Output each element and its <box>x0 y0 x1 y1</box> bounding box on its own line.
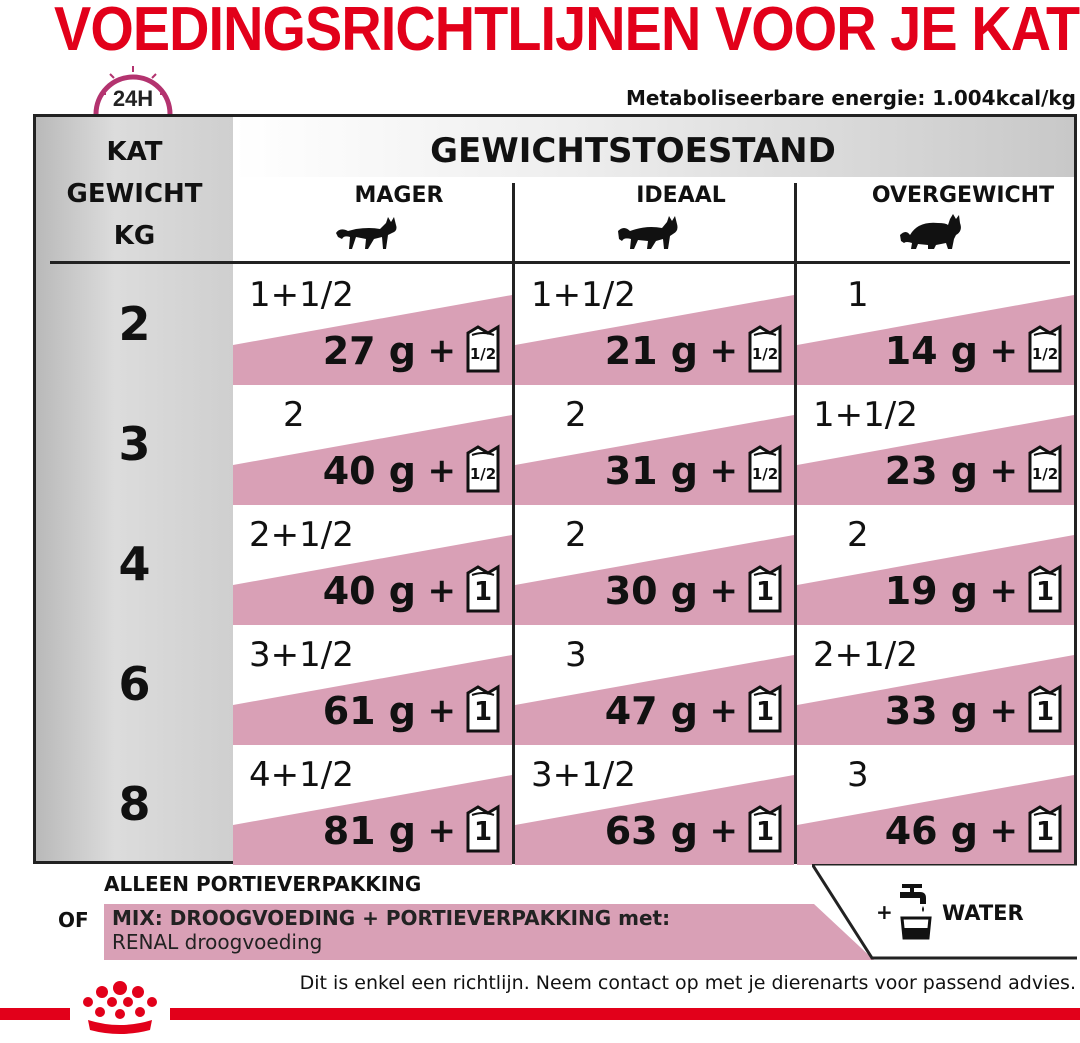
pouch-amount: 1 <box>473 577 493 607</box>
plus-sign: + <box>709 691 738 731</box>
portion-count: 2+1/2 <box>249 515 354 555</box>
table-cell <box>515 267 794 385</box>
portion-count: 1+1/2 <box>813 395 918 435</box>
dry-food-grams: 46 g <box>884 809 978 853</box>
column-header-overgewicht: OVERGEWICHT <box>871 183 1055 208</box>
plus-sign: + <box>709 811 738 851</box>
column-header-ideaal: IDEAAL <box>636 183 726 208</box>
portion-count: 2+1/2 <box>813 635 918 675</box>
pouch-amount: 1/2 <box>1031 465 1059 483</box>
pouch-amount: 1 <box>1035 577 1055 607</box>
table-cell <box>797 627 1074 745</box>
weight-state-title: GEWICHTSTOESTAND <box>430 131 836 171</box>
pouch-icon <box>464 443 502 493</box>
pouch-amount: 1/2 <box>751 465 779 483</box>
dry-food-grams: 47 g <box>604 689 698 733</box>
pouch-amount: 1 <box>1035 697 1055 727</box>
pouch-amount: 1 <box>755 697 775 727</box>
portion-count: 3 <box>565 635 587 675</box>
plus-sign: + <box>709 331 738 371</box>
legend-mix-line2: RENAL droogvoeding <box>112 930 323 954</box>
plus-sign: + <box>427 691 456 731</box>
dry-food-grams: 40 g <box>322 449 416 493</box>
pouch-icon <box>1026 323 1064 373</box>
dry-food-grams: 14 g <box>884 329 978 373</box>
dry-food-grams: 30 g <box>604 569 698 613</box>
dry-food-grams: 81 g <box>322 809 416 853</box>
pouch-icon <box>746 323 784 373</box>
portion-count: 1+1/2 <box>531 275 636 315</box>
disclaimer: Dit is enkel een richtlijn. Neem contact op met je dierenarts voor passend advies. <box>299 972 1076 994</box>
table-cell <box>515 747 794 865</box>
water-plus: + <box>876 900 893 924</box>
plus-sign: + <box>709 451 738 491</box>
pouch-icon <box>464 323 502 373</box>
plus-sign: + <box>427 331 456 371</box>
dry-food-grams: 63 g <box>604 809 698 853</box>
pouch-icon <box>746 683 784 733</box>
dry-food-grams: 23 g <box>884 449 978 493</box>
legend-or: OF <box>58 908 89 932</box>
table-cell <box>515 387 794 505</box>
table-cell <box>797 747 1074 865</box>
clock-24h <box>90 60 176 118</box>
pouch-icon <box>464 683 502 733</box>
portion-count: 2 <box>283 395 305 435</box>
legend-mix-text <box>112 906 670 954</box>
kat-weight-kg: 3 <box>118 417 151 471</box>
plus-sign: + <box>709 571 738 611</box>
pouch-amount: 1 <box>755 817 775 847</box>
dry-food-grams: 61 g <box>322 689 416 733</box>
pouch-icon <box>746 803 784 853</box>
dry-food-grams: 21 g <box>604 329 698 373</box>
kat-weight-kg: 8 <box>118 777 151 831</box>
clock-label: 24H <box>112 86 154 111</box>
table-cell <box>233 387 512 505</box>
pouch-amount: 1 <box>473 817 493 847</box>
pouch-icon <box>1026 683 1064 733</box>
portion-count: 2 <box>847 515 869 555</box>
portion-count: 3 <box>847 755 869 795</box>
pouch-icon <box>1026 443 1064 493</box>
legend-portion-only: ALLEEN PORTIEVERPAKKING <box>104 872 422 896</box>
portion-count: 1 <box>847 275 869 315</box>
portion-count: 1+1/2 <box>249 275 354 315</box>
table-cell <box>797 507 1074 625</box>
table-cell <box>515 627 794 745</box>
portion-count: 3+1/2 <box>531 755 636 795</box>
pouch-amount: 1 <box>755 577 775 607</box>
column-header-mager: MAGER <box>354 183 444 208</box>
portion-count: 2 <box>565 395 587 435</box>
pouch-amount: 1/2 <box>469 345 497 363</box>
cat-lean-icon <box>334 213 400 251</box>
portion-count: 4+1/2 <box>249 755 354 795</box>
kat-weight-kg: 4 <box>118 537 151 591</box>
legend-mix-line1: MIX: DROOGVOEDING + PORTIEVERPAKKING met: <box>112 906 671 930</box>
kat-header <box>36 131 233 257</box>
table-cell <box>233 627 512 745</box>
plus-sign: + <box>989 451 1018 491</box>
water-label: WATER <box>942 901 1024 925</box>
energy-label: Metaboliseerbare energie: 1.004kcal/kg <box>625 86 1076 110</box>
pouch-icon <box>746 443 784 493</box>
portion-count: 2 <box>565 515 587 555</box>
cat-overweight-icon <box>898 213 964 251</box>
tap-icon <box>894 882 934 942</box>
pouch-icon <box>746 563 784 613</box>
dry-food-grams: 27 g <box>322 329 416 373</box>
plus-sign: + <box>427 811 456 851</box>
cat-ideal-icon <box>616 213 682 251</box>
table-cell <box>233 507 512 625</box>
dry-food-grams: 19 g <box>884 569 978 613</box>
plus-sign: + <box>427 451 456 491</box>
pouch-amount: 1/2 <box>1031 345 1059 363</box>
legend-mix <box>104 904 874 960</box>
plus-sign: + <box>989 811 1018 851</box>
plus-sign: + <box>427 571 456 611</box>
kat-header-line3: KG <box>113 221 156 251</box>
kat-weight-kg: 2 <box>118 297 151 351</box>
pouch-icon <box>464 803 502 853</box>
dry-food-grams: 31 g <box>604 449 698 493</box>
dry-food-grams: 33 g <box>884 689 978 733</box>
plus-sign: + <box>989 571 1018 611</box>
dry-food-grams: 40 g <box>322 569 416 613</box>
pouch-icon <box>1026 563 1064 613</box>
table-cell <box>797 387 1074 505</box>
pouch-icon <box>464 563 502 613</box>
pouch-amount: 1/2 <box>751 345 779 363</box>
plus-sign: + <box>989 691 1018 731</box>
portion-count: 3+1/2 <box>249 635 354 675</box>
table-cell <box>233 267 512 385</box>
table-cell <box>515 507 794 625</box>
kat-weight-kg: 6 <box>118 657 151 711</box>
plus-sign: + <box>989 331 1018 371</box>
pouch-amount: 1/2 <box>469 465 497 483</box>
kat-header-line2: GEWICHT <box>66 179 203 209</box>
pouch-amount: 1 <box>1035 817 1055 847</box>
pouch-icon <box>1026 803 1064 853</box>
kat-header-line1: KAT <box>106 137 163 167</box>
header-divider <box>50 261 1070 264</box>
pouch-amount: 1 <box>473 697 493 727</box>
table-cell <box>233 747 512 865</box>
page-title: VOEDINGSRICHTLIJNEN VOOR JE KAT <box>54 0 1080 64</box>
table-cell <box>797 267 1074 385</box>
royal-canin-crown-icon <box>70 972 170 1042</box>
feeding-table <box>33 114 1077 864</box>
